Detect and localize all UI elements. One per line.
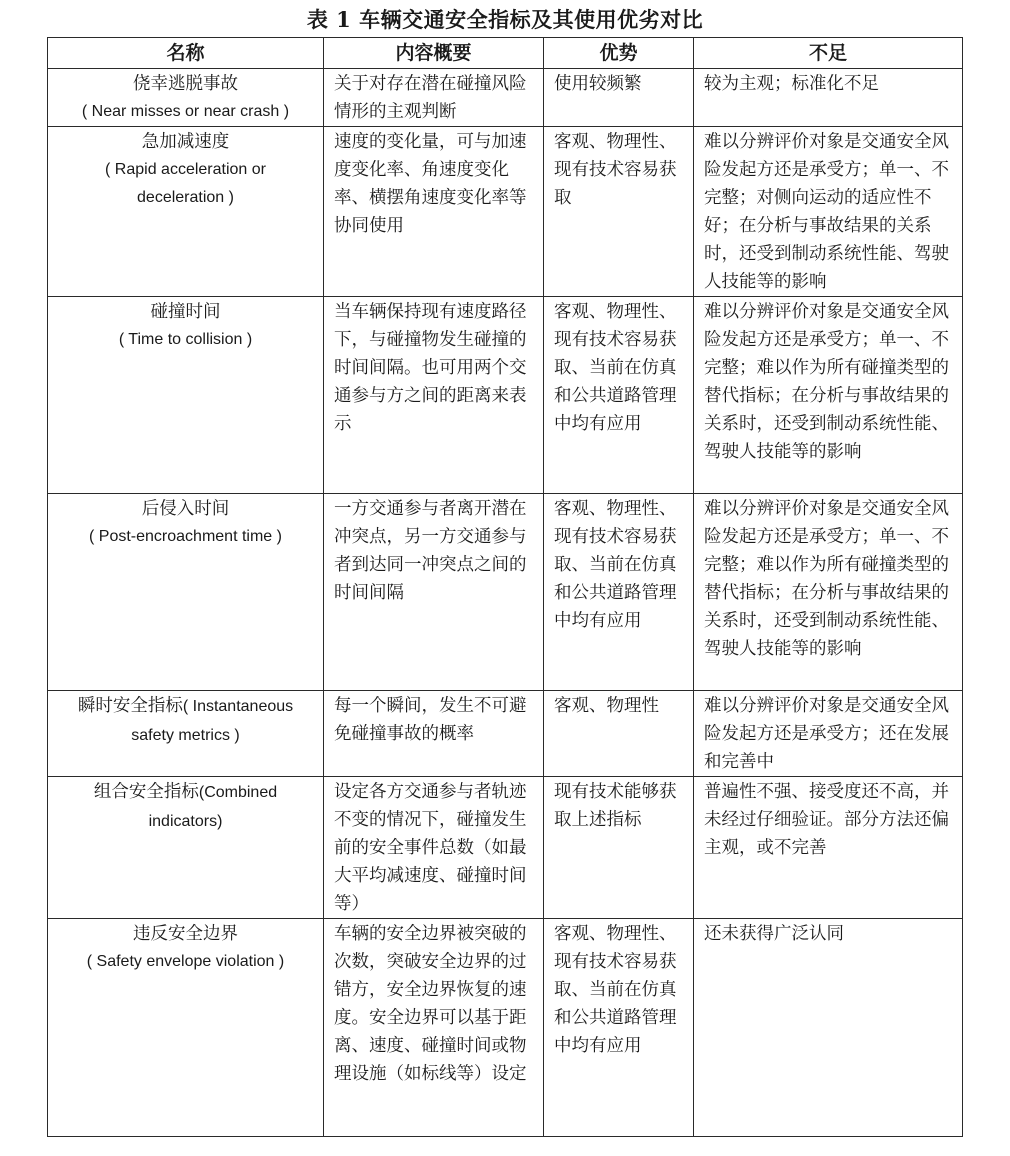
metric-name-zh: 急加减速度: [141, 132, 230, 152]
table-row: [48, 69, 963, 127]
metric-name-en: ( Time to collision ): [118, 331, 253, 348]
advantage-cell: 客观、物理性、现有技术容易获取、当前在仿真和公共道路管理中均有应用: [544, 297, 694, 494]
table-row: [48, 919, 963, 1137]
metric-name-en: ( Instantaneous safety metrics ): [131, 698, 294, 744]
metric-name-cell: [48, 494, 324, 691]
metric-name-en: ( Post-encroachment time ): [89, 528, 282, 545]
disadvantage-cell: 难以分辨评价对象是交通安全风险发起方还是承受方；还在发展和完善中: [694, 691, 963, 777]
summary-cell: 设定各方交通参与者轨迹不变的情况下，碰撞发生前的安全事件总数（如最大平均减速度、碰撞时间等）: [324, 777, 544, 919]
metric-name-zh: 侥幸逃脱事故: [133, 74, 238, 94]
header-name: 名称: [48, 38, 324, 69]
metric-name-cell: [48, 777, 324, 919]
metric-name-zh: 违反安全边界: [133, 924, 238, 944]
table-title: 表 1 车辆交通安全指标及其使用优劣对比: [306, 7, 704, 32]
metric-name-zh: 碰撞时间: [150, 302, 221, 322]
metric-name-en: ( Safety envelope violation ): [86, 953, 285, 970]
metric-name-zh: 组合安全指标: [93, 782, 199, 802]
comparison-table: [47, 37, 963, 1137]
metric-name-cell: [48, 297, 324, 494]
metric-name-cell: [48, 691, 324, 777]
disadvantage-cell: 还未获得广泛认同: [694, 919, 963, 1137]
header-advantage: 优势: [544, 38, 694, 69]
summary-cell: 一方交通参与者离开潜在冲突点，另一方交通参与者到达同一冲突点之间的时间间隔: [324, 494, 544, 691]
metric-name-en: ( Rapid acceleration or deceleration ): [105, 161, 266, 206]
header-summary: 内容概要: [324, 38, 544, 69]
disadvantage-cell: 难以分辨评价对象是交通安全风险发起方还是承受方；单一、不完整；难以作为所有碰撞类型的替代指标；在分析与事故结果的关系时，还受到制动系统性能、驾驶人技能等的影响: [694, 297, 963, 494]
table-row: [48, 777, 963, 919]
metric-name-cell: [48, 69, 324, 127]
advantage-cell: 客观、物理性、现有技术容易获取、当前在仿真和公共道路管理中均有应用: [544, 919, 694, 1137]
metric-name-cell: [48, 127, 324, 297]
summary-cell: 车辆的安全边界被突破的次数，突破安全边界的过错方，安全边界恢复的速度。安全边界可以基于距离、速度、碰撞时间或物理设施（如标线等）设定: [324, 919, 544, 1137]
summary-cell: 关于对存在潜在碰撞风险情形的主观判断: [324, 69, 544, 127]
summary-cell: 当车辆保持现有速度路径下，与碰撞物发生碰撞的时间间隔。也可用两个交通参与方之间的距离来表示: [324, 297, 544, 494]
table-row: [48, 494, 963, 691]
metric-name-zh: 后侵入时间: [141, 499, 230, 519]
table-row: [48, 297, 963, 494]
summary-cell: 每一个瞬间，发生不可避免碰撞事故的概率: [324, 691, 544, 777]
advantage-cell: 客观、物理性、现有技术容易获取: [544, 127, 694, 297]
metric-name-en: (Combined indicators): [148, 784, 278, 830]
disadvantage-cell: 较为主观；标准化不足: [694, 69, 963, 127]
disadvantage-cell: 难以分辨评价对象是交通安全风险发起方还是承受方；单一、不完整；难以作为所有碰撞类型的替代指标；在分析与事故结果的关系时，还受到制动系统性能、驾驶人技能等的影响: [694, 494, 963, 691]
advantage-cell: 客观、物理性、现有技术容易获取、当前在仿真和公共道路管理中均有应用: [544, 494, 694, 691]
header-row: [48, 38, 963, 69]
metric-name-cell: [48, 919, 324, 1137]
disadvantage-cell: 难以分辨评价对象是交通安全风险发起方还是承受方；单一、不完整；对侧向运动的适应性不好；在分析与事故结果的关系时，还受到制动系统性能、驾驶人技能等的影响: [694, 127, 963, 297]
summary-cell: 速度的变化量，可与加速度变化率、角速度变化率、横摆角速度变化率等协同使用: [324, 127, 544, 297]
table-row: [48, 691, 963, 777]
disadvantage-cell: 普遍性不强、接受度还不高，并未经过仔细验证。部分方法还偏主观，或不完善: [694, 777, 963, 919]
advantage-cell: 现有技术能够获取上述指标: [544, 777, 694, 919]
advantage-cell: 使用较频繁: [544, 69, 694, 127]
metric-name-zh: 瞬时安全指标: [77, 696, 183, 716]
metric-name-en: ( Near misses or near crash ): [81, 103, 290, 120]
header-disadvantage: 不足: [694, 38, 963, 69]
table-row: [48, 127, 963, 297]
advantage-cell: 客观、物理性: [544, 691, 694, 777]
